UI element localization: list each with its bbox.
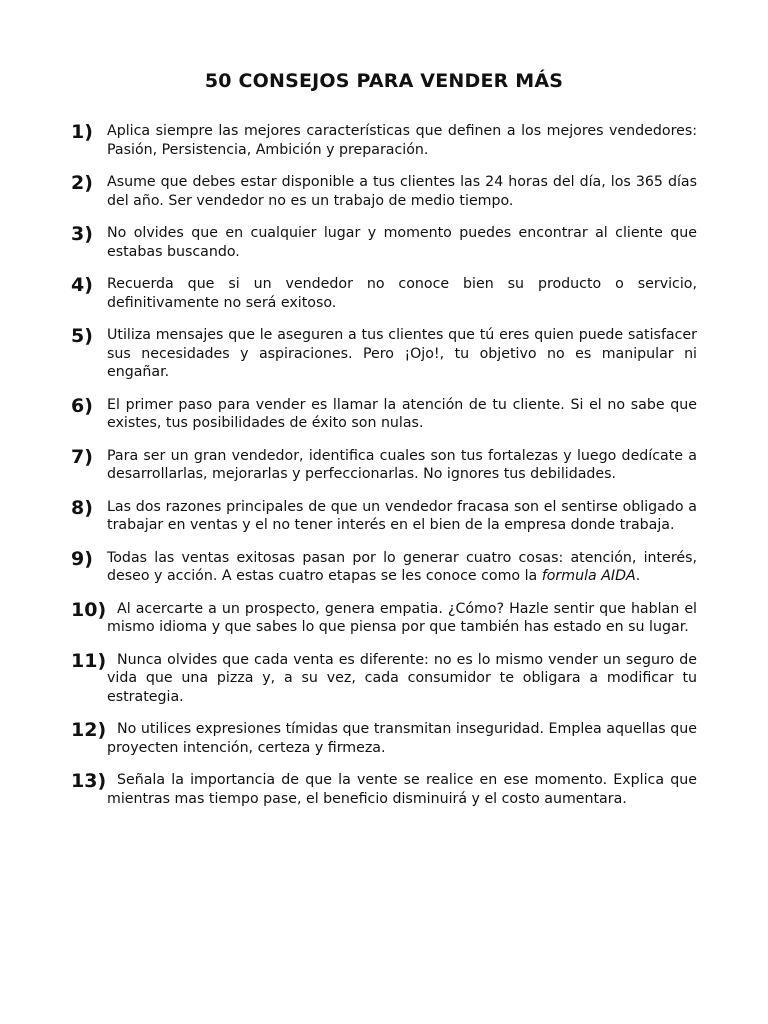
item-text: Aplica siempre las mejores características que definen a los mejores vendedores: Pasión, Persistencia, Ambición y preparación. <box>107 123 697 158</box>
list-item <box>71 447 697 484</box>
item-number: 3) <box>71 223 93 245</box>
item-number: 10) <box>71 598 107 621</box>
item-number: 7) <box>71 445 93 468</box>
item-number: 1) <box>71 121 93 143</box>
item-text: Asume que debes estar disponible a tus clientes las 24 horas del día, los 365 días del año. Ser vendedor no es un trabajo de medio tiempo. <box>107 174 697 209</box>
item-text-emphasis: formula AIDA <box>541 568 636 584</box>
list-item <box>71 275 697 312</box>
list-item <box>71 122 697 159</box>
item-text: Recuerda que si un vendedor no conoce bien su producto o servicio, definitivamente no será exitoso. <box>107 276 697 311</box>
item-text: Las dos razones principales de que un vendedor fracasa son el sentirse obligado a trabajar en ventas y el no tener interés en el bien de la empresa donde trabaja. <box>107 498 697 533</box>
list-item <box>71 326 697 382</box>
list-item <box>71 771 697 808</box>
item-text-main: Todas las ventas exitosas pasan por lo generar cuatro cosas: atención, interés, deseo y acción. A estas cuatro etapas se les conoce como la <box>107 549 697 584</box>
item-text: Al acercarte a un prospecto, genera empatia. ¿Cómo? Hazle sentir que hablan el mismo idioma y que sabes lo que piensa por que también has estado en su lugar. <box>107 600 697 635</box>
item-text <box>107 549 697 586</box>
item-number: 5) <box>71 325 93 347</box>
item-text-suffix: . <box>635 568 641 584</box>
item-text: Para ser un gran vendedor, identifica cuales son tus fortalezas y luego dedícate a desarrollarlas, mejorarlas y perfeccionarlas. No ignores tus debilidades. <box>107 447 697 482</box>
list-item <box>71 549 697 586</box>
page-title: 50 CONSEJOS PARA VENDER MÁS <box>204 70 564 92</box>
tips-list <box>71 122 697 822</box>
item-number: 8) <box>71 496 93 519</box>
item-text: Utiliza mensajes que le aseguren a tus clientes que tú eres quien puede satisfacer sus necesidades y aspiraciones. Pero ¡Ojo!, tu objetivo no es manipular ni engañar. <box>107 327 697 380</box>
list-item <box>71 600 697 637</box>
item-number: 9) <box>71 547 93 570</box>
list-item <box>71 396 697 433</box>
item-text: Nunca olvides que cada venta es diferente: no es lo mismo vender un seguro de vida que una pizza y, a su vez, cada consumidor te obligara a modificar tu estrategia. <box>107 651 697 705</box>
list-item <box>71 651 697 707</box>
list-item <box>71 720 697 757</box>
list-item <box>71 224 697 261</box>
item-text: No olvides que en cualquier lugar y momento puedes encontrar al cliente que estabas buscando. <box>107 225 697 260</box>
item-number: 11) <box>71 649 107 672</box>
item-number: 12) <box>71 719 107 741</box>
item-text: Señala la importancia de que la vente se realice en ese momento. Explica que mientras mas tiempo pase, el beneficio disminuirá y el costo aumentara. <box>107 772 697 807</box>
item-text: El primer paso para vender es llamar la atención de tu cliente. Si el no sabe que existes, tus posibilidades de éxito son nulas. <box>107 396 697 431</box>
item-number: 2) <box>71 172 93 194</box>
item-text: No utilices expresiones tímidas que transmitan inseguridad. Emplea aquellas que proyecten intención, certeza y firmeza. <box>107 721 697 756</box>
item-number: 13) <box>71 770 107 792</box>
list-item <box>71 173 697 210</box>
item-number: 4) <box>71 274 93 296</box>
item-number: 6) <box>71 394 93 417</box>
list-item <box>71 498 697 535</box>
